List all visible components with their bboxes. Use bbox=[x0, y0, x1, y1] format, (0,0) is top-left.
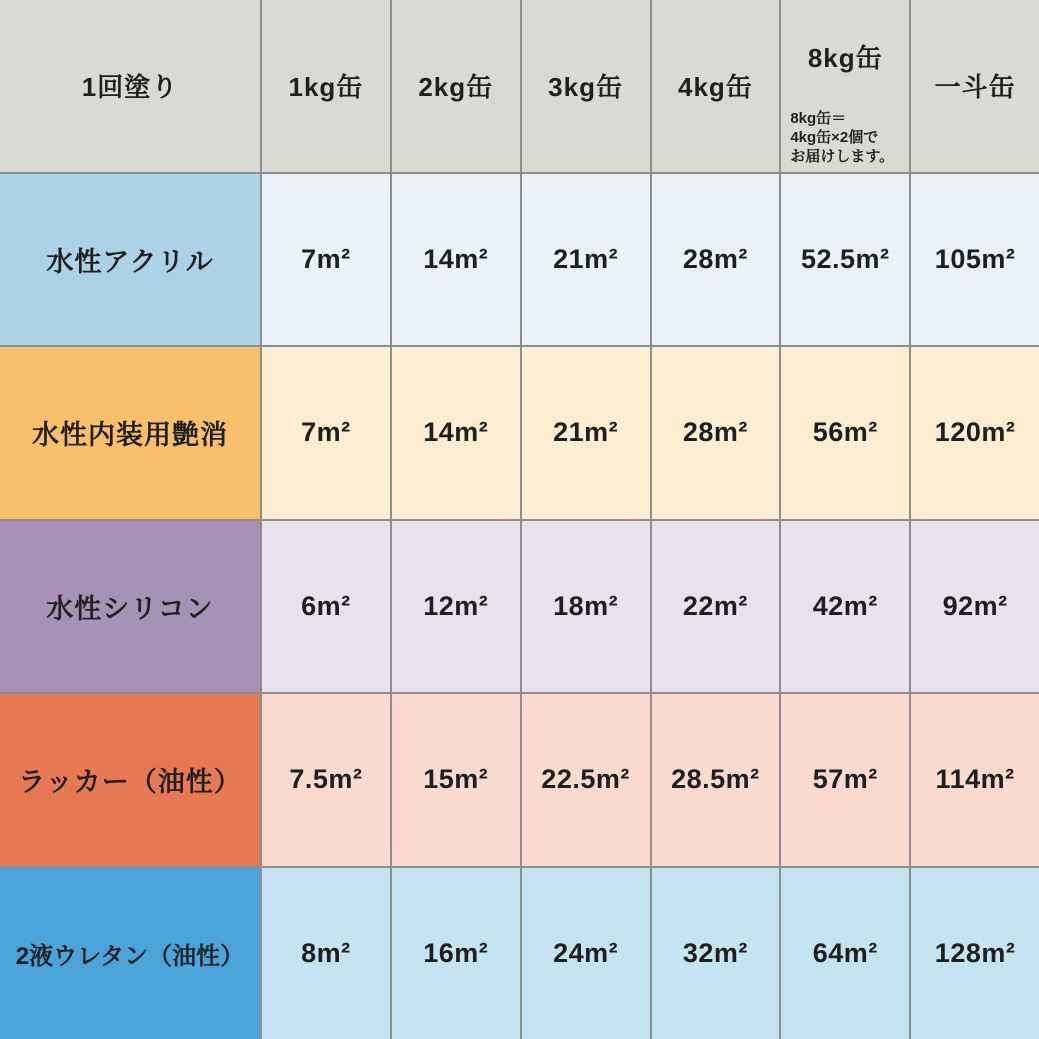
value-cell bbox=[911, 868, 1039, 1039]
row-label-suisei-naiso-tsuyakeshi bbox=[0, 347, 260, 519]
coverage-value: 21m² bbox=[553, 243, 619, 274]
value-cell bbox=[262, 174, 390, 346]
coverage-value: 28m² bbox=[682, 417, 748, 448]
coverage-value: 21m² bbox=[553, 417, 619, 448]
header-8kg-can bbox=[781, 0, 909, 172]
value-cell bbox=[262, 347, 390, 519]
coverage-value: 14m² bbox=[423, 243, 489, 274]
coverage-value: 92m² bbox=[942, 590, 1008, 621]
coverage-value: 12m² bbox=[423, 590, 489, 621]
note-line-1: 8kg缶＝ bbox=[790, 109, 847, 127]
header-itto-can bbox=[911, 0, 1039, 172]
header-3kg-can bbox=[522, 0, 650, 172]
header-1kg-label: 1kg缶 bbox=[288, 72, 364, 103]
value-cell bbox=[781, 174, 909, 346]
coverage-value: 22m² bbox=[682, 590, 748, 621]
coverage-value: 16m² bbox=[423, 937, 489, 968]
coverage-value: 57m² bbox=[812, 764, 878, 795]
row-label-suisei-silicone bbox=[0, 521, 260, 693]
header-1kg-can bbox=[262, 0, 390, 172]
coverage-value: 56m² bbox=[812, 417, 878, 448]
value-cell bbox=[522, 868, 650, 1039]
value-cell bbox=[911, 521, 1039, 693]
value-cell bbox=[522, 521, 650, 693]
8kg-can-note bbox=[790, 109, 894, 167]
value-cell bbox=[392, 694, 520, 866]
coverage-value: 14m² bbox=[423, 417, 489, 448]
coverage-value: 7m² bbox=[301, 243, 351, 274]
header-4kg-can bbox=[652, 0, 780, 172]
coverage-value: 52.5m² bbox=[800, 243, 890, 274]
header-coats bbox=[0, 0, 260, 172]
row-label-text: 水性アクリル bbox=[46, 246, 214, 277]
coverage-value: 28.5m² bbox=[671, 764, 760, 795]
coverage-value: 24m² bbox=[553, 937, 619, 968]
row-label-suisei-acrylic bbox=[0, 174, 260, 346]
coverage-value: 32m² bbox=[682, 937, 748, 968]
row-label-text: 水性シリコン bbox=[46, 593, 214, 624]
value-cell bbox=[781, 347, 909, 519]
coverage-value: 105m² bbox=[934, 243, 1016, 274]
note-line-2: 4kg缶×2個で bbox=[790, 129, 879, 147]
value-cell bbox=[392, 347, 520, 519]
coverage-value: 18m² bbox=[553, 590, 619, 621]
row-label-text: 水性内装用艶消 bbox=[32, 420, 228, 451]
value-cell bbox=[522, 347, 650, 519]
value-cell bbox=[522, 694, 650, 866]
value-cell bbox=[652, 347, 780, 519]
coverage-value: 15m² bbox=[423, 764, 489, 795]
value-cell bbox=[781, 868, 909, 1039]
row-label-text: ラッカー（油性） bbox=[18, 767, 242, 798]
row-label-lacquer-oil bbox=[0, 694, 260, 866]
row-label-text: 2液ウレタン（油性） bbox=[15, 942, 245, 970]
value-cell bbox=[911, 694, 1039, 866]
coverage-value: 7.5m² bbox=[289, 764, 363, 795]
value-cell bbox=[781, 694, 909, 866]
value-cell bbox=[392, 868, 520, 1039]
coverage-value: 42m² bbox=[812, 590, 878, 621]
header-3kg-label: 3kg缶 bbox=[548, 72, 623, 103]
row-label-urethane-oil bbox=[0, 868, 260, 1039]
header-2kg-can bbox=[392, 0, 520, 172]
value-cell bbox=[911, 347, 1039, 519]
value-cell bbox=[652, 694, 780, 866]
value-cell bbox=[262, 694, 390, 866]
value-cell bbox=[522, 174, 650, 346]
header-itto-label: 一斗缶 bbox=[934, 72, 1016, 103]
coverage-value: 22.5m² bbox=[541, 764, 630, 795]
value-cell bbox=[262, 868, 390, 1039]
value-cell bbox=[392, 521, 520, 693]
header-4kg-label: 4kg缶 bbox=[678, 72, 753, 103]
value-cell bbox=[392, 174, 520, 346]
header-coats-label: 1回塗り bbox=[81, 72, 179, 103]
header-8kg-label: 8kg缶 bbox=[807, 43, 883, 74]
header-2kg-label: 2kg缶 bbox=[418, 72, 494, 103]
coverage-value: 114m² bbox=[935, 764, 1015, 795]
value-cell bbox=[911, 174, 1039, 346]
coverage-value: 6m² bbox=[301, 590, 351, 621]
value-cell bbox=[781, 521, 909, 693]
value-cell bbox=[262, 521, 390, 693]
coverage-value: 7m² bbox=[301, 417, 351, 448]
coverage-value: 64m² bbox=[812, 937, 878, 968]
value-cell bbox=[652, 868, 780, 1039]
note-line-3: お届けします。 bbox=[790, 148, 895, 166]
value-cell bbox=[652, 521, 780, 693]
coverage-value: 120m² bbox=[934, 417, 1016, 448]
coverage-value: 128m² bbox=[934, 937, 1016, 968]
coverage-value: 8m² bbox=[301, 937, 351, 968]
value-cell bbox=[652, 174, 780, 346]
coverage-value: 28m² bbox=[682, 243, 748, 274]
